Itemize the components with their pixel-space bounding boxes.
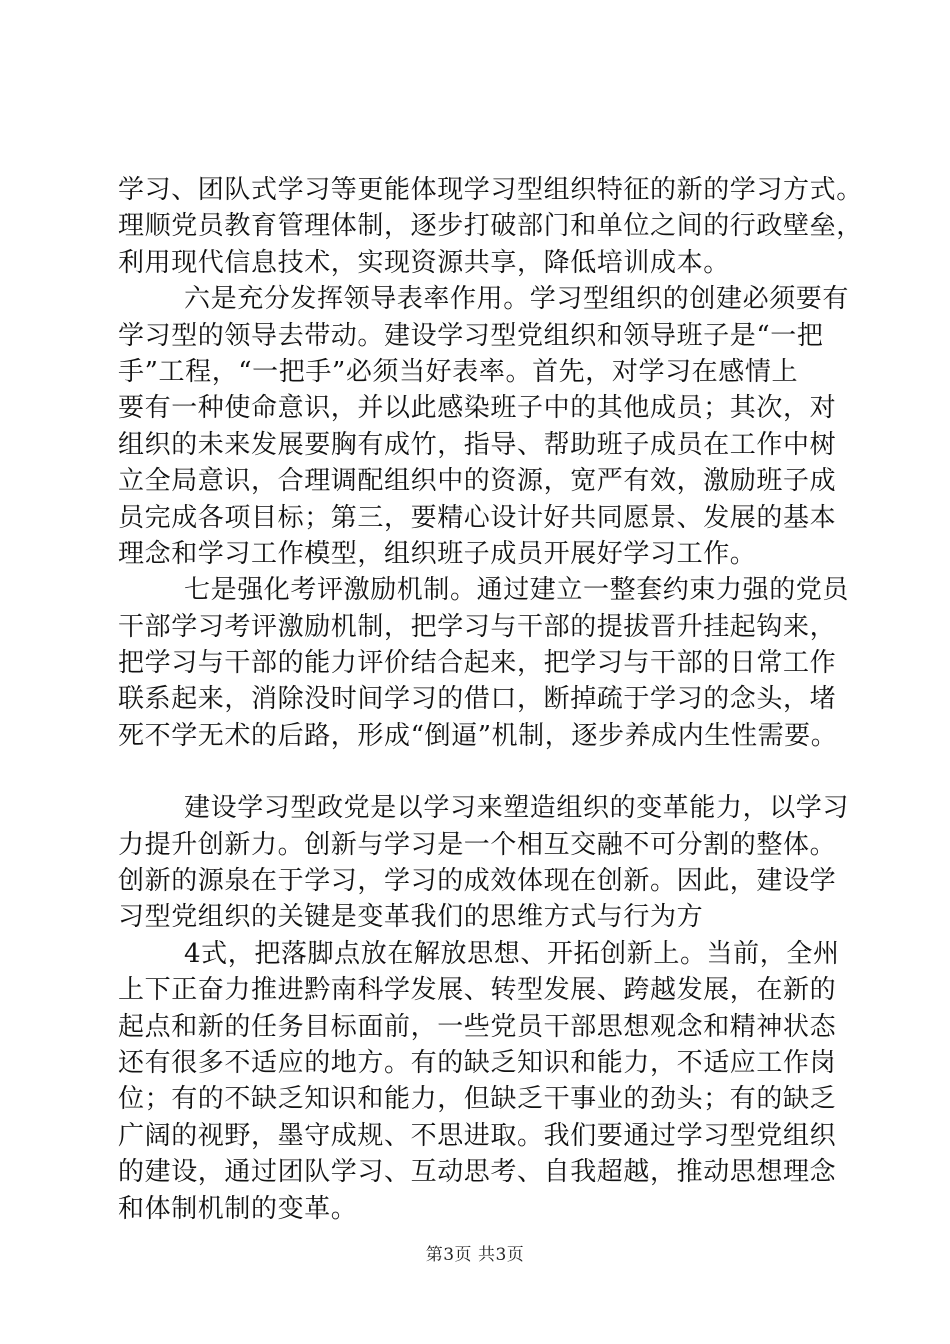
paragraph: [118, 936, 844, 1227]
text-line: 还有很多不适应的地方。有的缺乏知识和能力，不适应工作岗: [118, 1047, 837, 1078]
text-line: 学习、团队式学习等更能体现学习型组织特征的新的学习方式。: [118, 175, 863, 205]
text-line: 要有一种使命意识，并以此感染班子中的其他成员；其次，对: [118, 393, 837, 424]
paragraph: [118, 172, 863, 281]
paragraph: [118, 790, 850, 936]
text-line: 组织的未来发展要胸有成竹，指导、帮助班子成员在工作中树: [118, 429, 837, 460]
text-line: 建设学习型政党是以学习来塑造组织的变革能力，以学习: [184, 793, 850, 824]
text-line: 习型党组织的关键是变革我们的思维方式与行为方: [118, 902, 704, 933]
paragraph-gap: [118, 754, 844, 790]
text-line: 和体制机制的变革。: [118, 1193, 358, 1224]
text-line: 手”工程，“一把手”必须当好表率。首先，对学习在感情上: [118, 356, 799, 387]
text-line: 七是强化考评激励机制。通过建立一整套约束力强的党员: [184, 575, 850, 606]
paragraph: [118, 281, 850, 572]
text-line: 力提升创新力。创新与学习是一个相互交融不可分割的整体。: [118, 829, 837, 860]
paragraph: [118, 572, 850, 754]
text-line: 4式，把落脚点放在解放思想、开拓创新上。当前，全州: [184, 938, 840, 969]
text-line: 员完成各项目标；第三，要精心设计好共同愿景、发展的基本: [118, 502, 837, 533]
text-line: 联系起来，消除没时间学习的借口，断掉疏于学习的念头，堵: [118, 684, 837, 715]
text-line: 位；有的不缺乏知识和能力，但缺乏干事业的劲头；有的缺乏: [118, 1084, 837, 1115]
text-line: 起点和新的任务目标面前，一些党员干部思想观念和精神状态: [118, 1011, 837, 1042]
page-footer: 第3页 共3页: [425, 1245, 525, 1265]
text-line: 学习型的领导去带动。建设学习型党组织和领导班子是“一把: [118, 320, 824, 351]
text-line: 干部学习考评激励机制，把学习与干部的提拔晋升挂起钩来，: [118, 611, 837, 642]
text-line: 利用现代信息技术，实现资源共享，降低培训成本。: [118, 247, 730, 278]
text-line: 广阔的视野，墨守成规、不思进取。我们要通过学习型党组织: [118, 1120, 837, 1151]
text-line: 上下正奋力推进黔南科学发展、转型发展、跨越发展，在新的: [118, 975, 837, 1006]
text-line: 理念和学习工作模型，组织班子成员开展好学习工作。: [118, 538, 757, 569]
text-line: 创新的源泉在于学习，学习的成效体现在创新。因此，建设学: [118, 866, 837, 897]
text-line: 把学习与干部的能力评价结合起来，把学习与干部的日常工作: [118, 648, 837, 679]
text-line: 立全局意识，合理调配组织中的资源，宽严有效，激励班子成: [118, 466, 837, 497]
text-line: 六是充分发挥领导表率作用。学习型组织的创建必须要有: [184, 284, 850, 315]
text-line: 理顺党员教育管理体制，逐步打破部门和单位之间的行政壁垒，: [118, 211, 863, 242]
text-line: 的建设，通过团队学习、互动思考、自我超越，推动思想理念: [118, 1157, 837, 1188]
document-body: [118, 172, 863, 1227]
text-line: 死不学无术的后路，形成“倒逼”机制，逐步养成内生性需要。: [118, 720, 838, 751]
